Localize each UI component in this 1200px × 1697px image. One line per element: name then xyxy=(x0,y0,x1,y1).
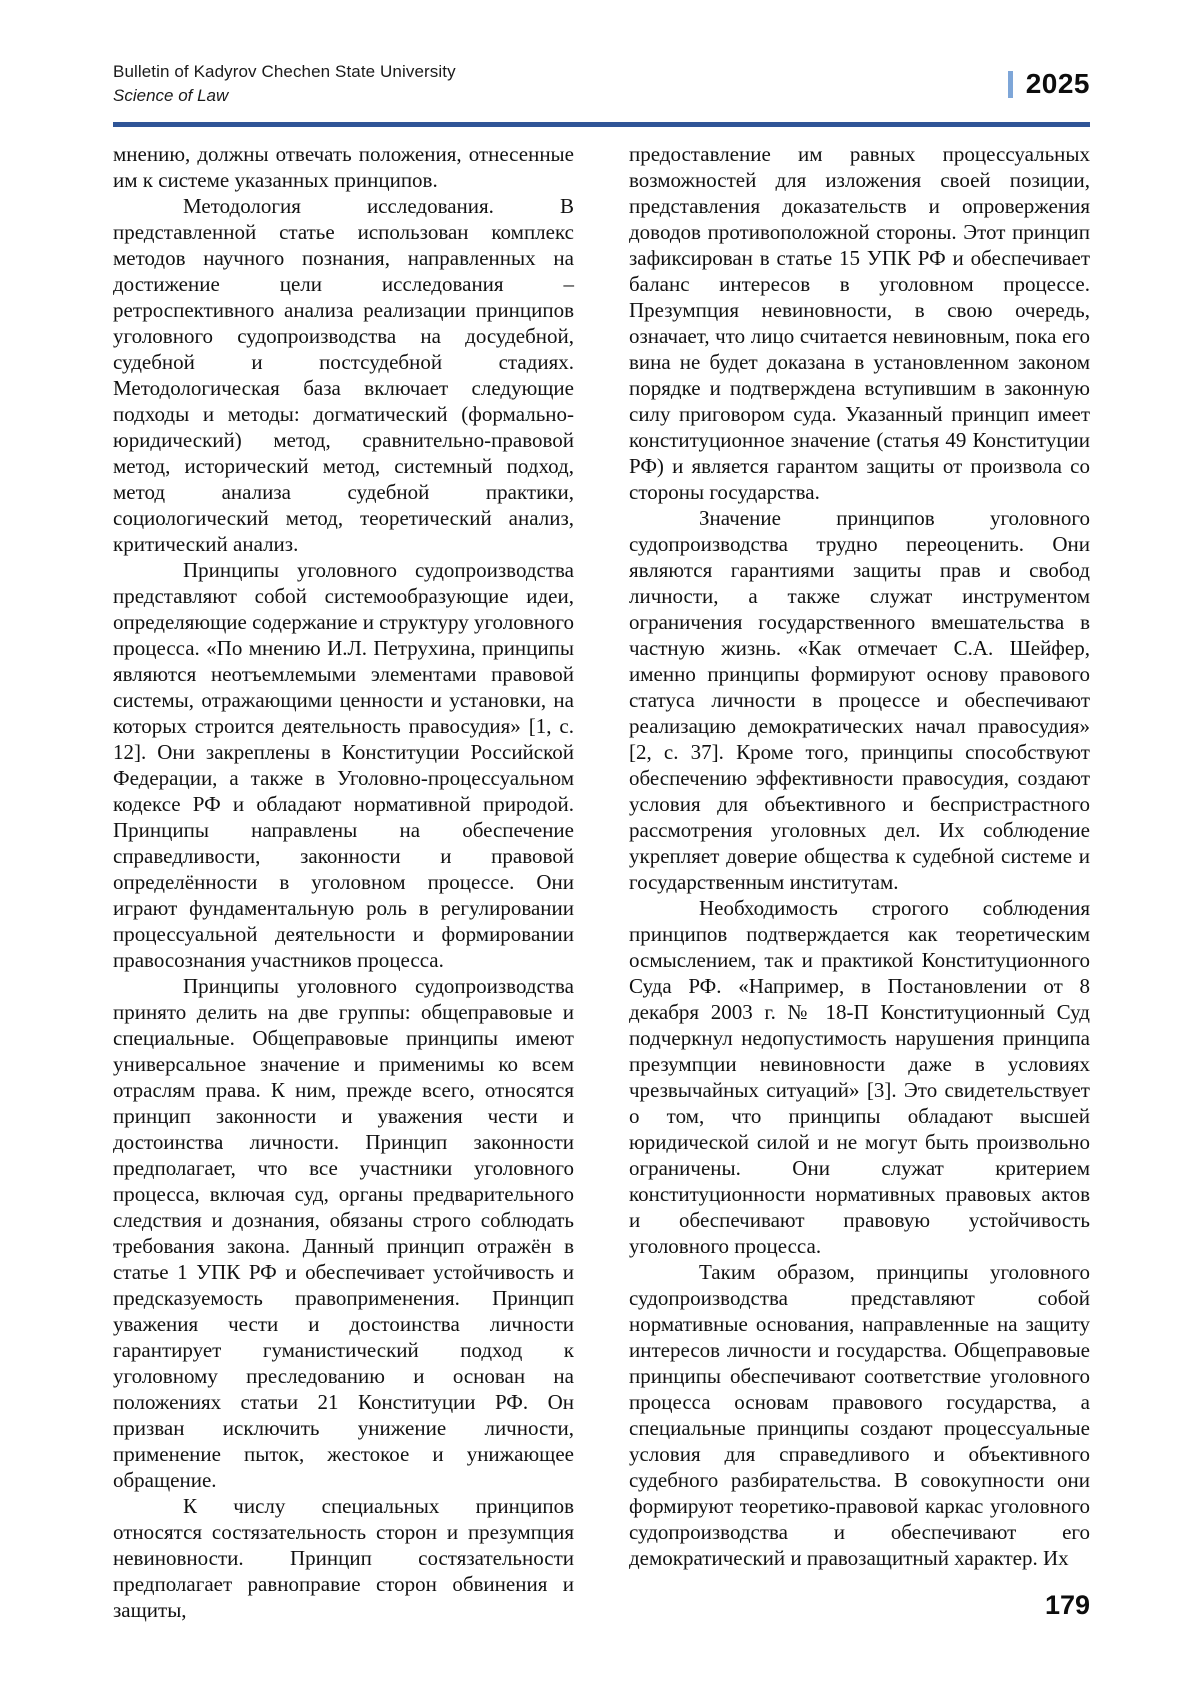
year-block xyxy=(1008,68,1090,100)
paragraph: Значение принципов уголовного судопроизводства трудно переоценить. Они являются гарантиями защиты прав и свобод личности, а также служат инструментом ограничения государственного вмешательства в частную жизнь. «Как отмечает С.А. Шейфер, именно принципы формируют основу правового статуса личности в процессе и обеспечивают реализацию демократических начал правосудия» [2, с. 37]. Кроме того, принципы способствуют обеспечению эффективности правосудия, создают условия для объективного и беспристрастного рассмотрения уголовных дел. Их соблюдение укрепляет доверие общества к судебной системе и государственным институтам. xyxy=(629,506,1090,894)
column-right xyxy=(629,141,1090,1623)
paragraph: Методология исследования. В представленной статье использован комплекс методов научного познания, направленных на достижение цели исследования – ретроспективного анализа реализации принципов уголовного судопроизводства на досудебной, судебной и постсудебной стадиях. Методологическая база включает следующие подходы и методы: догматический (формально-юридический) метод, сравнительно-правовой метод, исторический метод, системный подход, метод анализа судебной практики, социологический метод, теоретический анализ, критический анализ. xyxy=(113,194,574,556)
paragraph: К числу специальных принципов относятся состязательность сторон и презумпция невиновности. Принцип состязательности предполагает равноправие сторон обвинения и защиты, xyxy=(113,1494,574,1622)
publication-year: 2025 xyxy=(1025,68,1090,99)
page-header xyxy=(113,62,1090,106)
paragraph: Необходимость строгого соблюдения принципов подтверждается как теоретическим осмыслением, так и практикой Конституционного Суда РФ. «Например, в Постановлении от 8 декабря 2003 г. № 18-П Конституционный Суд подчеркнул недопустимость нарушения принципа презумпции невиновности даже в условиях чрезвычайных ситуаций» [3]. Это свидетельствует о том, что принципы обладают высшей юридической силой и не могут быть произвольно ограничены. Они служат критерием конституционности нормативных правовых актов и обеспечивают правовую устойчивость уголовного процесса. xyxy=(629,896,1090,1258)
year-divider-bar xyxy=(1008,71,1013,98)
paragraph: мнению, должны отвечать положения, отнесенные им к системе указанных принципов. xyxy=(113,142,574,192)
paragraph: Принципы уголовного судопроизводства представляют собой системообразующие идеи, определяющие содержание и структуру уголовного процесса. «По мнению И.Л. Петрухина, принципы являются неотъемлемыми элементами правовой системы, отражающими ценности и установки, на которых строится деятельность правосудия» [1, с. 12]. Они закреплены в Конституции Российской Федерации, а также в Уголовно-процессуальном кодексе РФ и обладают нормативной природой. Принципы направлены на обеспечение справедливости, законности и правовой определённости в уголовном процессе. Они играют фундаментальную роль в регулировании процессуальной деятельности и формировании правосознания участников процесса. xyxy=(113,558,574,972)
article-body xyxy=(113,141,1090,1623)
paragraph: Таким образом, принципы уголовного судопроизводства представляют собой нормативные основания, направленные на защиту интересов личности и государства. Общеправовые принципы обеспечивают соответствие уголовного процесса основам правового государства, а специальные принципы создают процессуальные условия для справедливого и объективного судебного разбирательства. В совокупности они формируют теоретико-правовой каркас уголовного судопроизводства и обеспечивают его демократический и правозащитный характер. Их xyxy=(629,1260,1090,1570)
header-rule xyxy=(113,122,1090,127)
column-left xyxy=(113,141,574,1623)
journal-identity xyxy=(113,62,456,106)
paragraph: Принципы уголовного судопроизводства принято делить на две группы: общеправовые и специальные. Общеправовые принципы имеют универсальное значение и применимы ко всем отраслям права. К ним, прежде всего, относятся принцип законности и уважения чести и достоинства личности. Принцип законности предполагает, что все участники уголовного процесса, включая суд, органы предварительного следствия и дознания, обязаны строго соблюдать требования закона. Данный принцип отражён в статье 1 УПК РФ и обеспечивает устойчивость и предсказуемость правоприменения. Принцип уважения чести и достоинства личности гарантирует гуманистический подход к уголовному преследованию и основан на положениях статьи 21 Конституции РФ. Он призван исключить унижение личности, применение пыток, жестокое и унижающее обращение. xyxy=(113,974,574,1492)
paragraph: предоставление им равных процессуальных возможностей для изложения своей позиции, представления доказательств и опровержения доводов противоположной стороны. Этот принцип зафиксирован в статье 15 УПК РФ и обеспечивает баланс интересов в уголовном процессе. Презумпция невиновности, в свою очередь, означает, что лицо считается невиновным, пока его вина не будет доказана в установленном законом порядке и подтверждена вступившим в законную силу приговором суда. Указанный принцип имеет конституционное значение (статья 49 Конституции РФ) и является гарантом защиты от произвола со стороны государства. xyxy=(629,142,1090,504)
journal-title: Bulletin of Kadyrov Chechen State University xyxy=(113,62,456,81)
journal-subtitle: Science of Law xyxy=(113,86,229,105)
page-number: 179 xyxy=(1044,1590,1090,1620)
